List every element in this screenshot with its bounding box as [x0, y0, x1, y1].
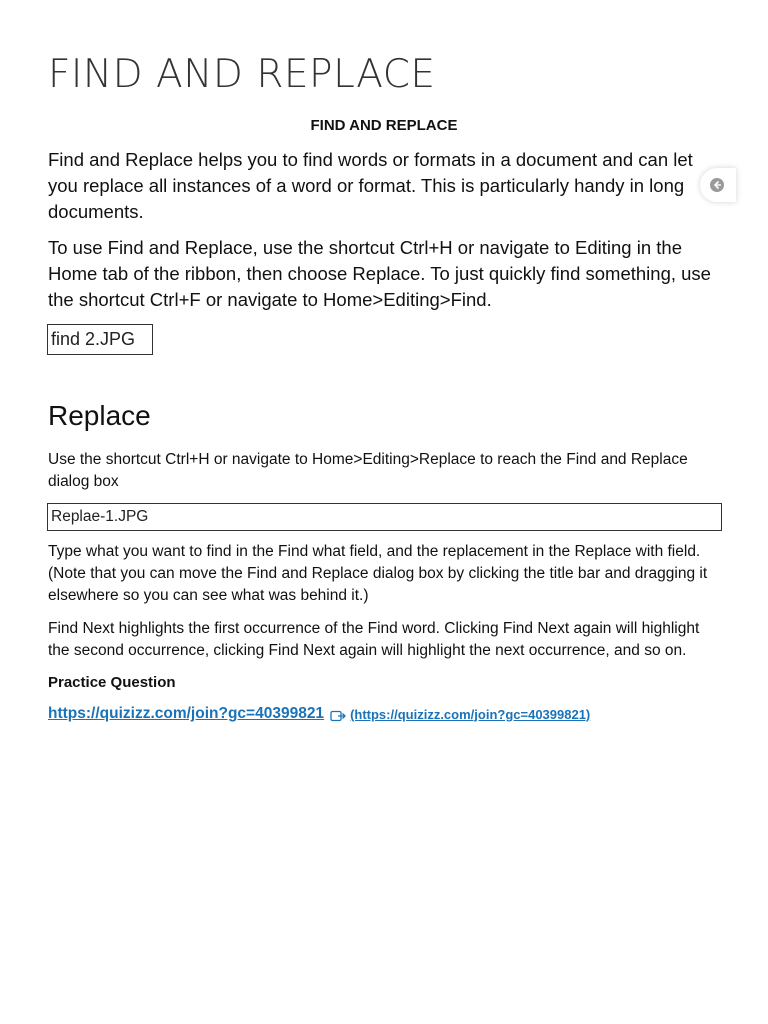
replace-paragraph-3: Find Next highlights the first occurrence of the Find word. Clicking Find Next again will highlight the second occurrence, clicking Find Next again will highlight the next occurrence, and so on. [48, 620, 700, 659]
page-title: FIND AND REPLACE [48, 52, 436, 97]
replace-paragraph-2: Type what you want to find in the Find what field, and the replacement in the Replace with field. (Note that you can move the Find and Replace dialog box by clicking the title bar and dragging it elsewhere so you can see what was behind it.) [48, 543, 708, 604]
find-image-alt: find 2.JPG [51, 329, 136, 349]
practice-link-row [48, 705, 590, 723]
intro-paragraph: Find and Replace helps you to find words or formats in a document and can let you replace all instances of a word or format. This is particularly handy in long documents. [48, 149, 693, 222]
quiz-link-secondary[interactable]: (https://quizizz.com/join?gc=40399821) [350, 706, 591, 722]
quiz-link[interactable]: https://quizizz.com/join?gc=40399821 [48, 705, 325, 722]
replace-image-alt: Replae-1.JPG [51, 508, 149, 525]
find-image [47, 324, 153, 355]
usage-paragraph: To use Find and Replace, use the shortcut Ctrl+H or navigate to Editing in the Home tab of the ribbon, then choose Replace. To just quickly find something, use the shortcut Ctrl+F or navigate to Home>Editing>Find. [48, 237, 711, 310]
replace-image [47, 503, 722, 531]
section-heading-replace: Replace [48, 400, 151, 431]
external-link-icon [330, 709, 346, 721]
content-heading: FIND AND REPLACE [310, 117, 458, 134]
practice-question-label: Practice Question [48, 674, 176, 691]
side-toggle-tab[interactable] [700, 168, 736, 202]
toggle-arrow-icon [709, 177, 725, 193]
replace-paragraph-1: Use the shortcut Ctrl+H or navigate to Home>Editing>Replace to reach the Find and Replace dialog box [48, 451, 688, 490]
